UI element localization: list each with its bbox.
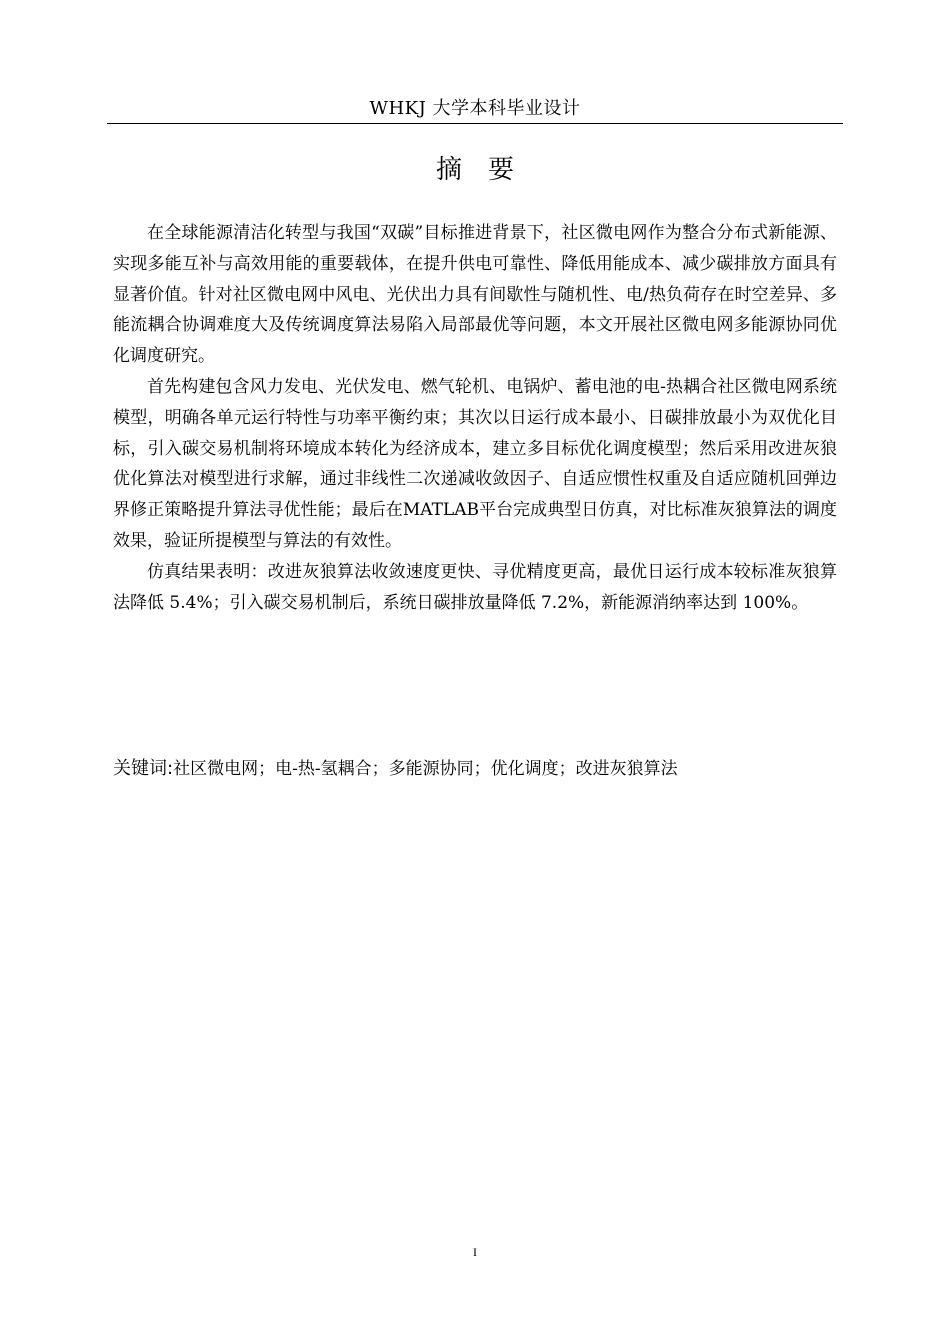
- abstract-title: 摘要: [435, 155, 540, 185]
- abstract-paragraph-3: 仿真结果表明：改进灰狼算法收敛速度更快、寻优精度更高，最优日运行成本较标准灰狼算法降低 5.4%；引入碳交易机制后，系统日碳排放量降低 7.2%，新能源消纳率达到 100%。: [113, 561, 837, 613]
- header-divider: [107, 123, 843, 124]
- keywords-text: 社区微电网；电-热-氢耦合；多能源协同；优化调度；改进灰狼算法: [173, 759, 678, 779]
- abstract-paragraph-1: 在全球能源清洁化转型与我国“双碳”目标推进背景下，社区微电网作为整合分布式新能源、实现多能互补与高效用能的重要载体，在提升供电可靠性、降低用能成本、减少碳排放方面具有显著价值。针对社区微电网中风电、光伏出力具有间歇性与随机性、电/热负荷存在时空差异、多能流耦合协调难度大及传统调度算法易陷入局部最优等问题，本文开展社区微电网多能源协同优化调度研究。: [113, 223, 837, 367]
- page-number: I: [473, 1245, 477, 1259]
- keywords-label: 关键词:: [113, 758, 174, 779]
- abstract-paragraph-2: 首先构建包含风力发电、光伏发电、燃气轮机、电锅炉、蓄电池的电-热耦合社区微电网系统模型，明确各单元运行特性与功率平衡约束；其次以日运行成本最小、日碳排放最小为双优化目标，引入碳交易机制将环境成本转化为经济成本，建立多目标优化调度模型；然后采用改进灰狼优化算法对模型进行求解，通过非线性二次递减收敛因子、自适应惯性权重及自适应随机回弹边界修正策略提升算法寻优性能；最后在MATLAB平台完成典型日仿真，对比标准灰狼算法的调度效果，验证所提模型与算法的有效性。: [113, 376, 837, 551]
- keywords-line: [113, 756, 837, 782]
- abstract-body: [113, 218, 837, 618]
- page-header: WHKJ 大学本科毕业设计: [369, 98, 581, 119]
